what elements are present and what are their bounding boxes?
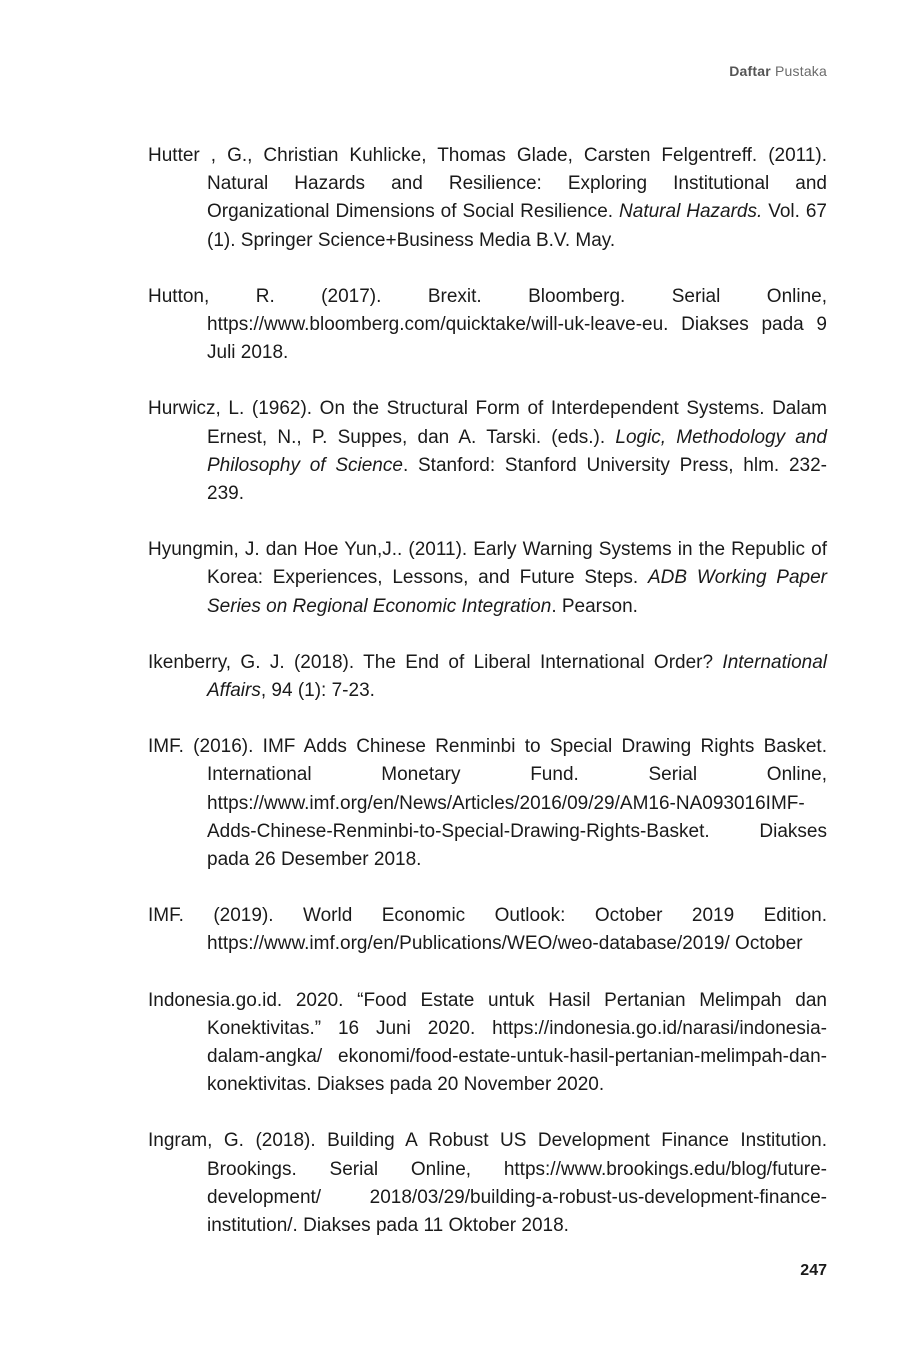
reference-text: Hutton, R. (2017). Brexit. Bloomberg. Serial Online, https://www.bloomberg.com/quicktake/will-uk-leave-eu. Diakses pada 9 Juli 2018. [148, 285, 827, 364]
reference-entry [148, 142, 827, 255]
running-header [729, 63, 827, 79]
reference-text-end: . Pearson. [551, 595, 638, 617]
reference-entry [148, 283, 827, 368]
page-number: 247 [800, 1262, 827, 1279]
reference-text: Ingram, G. (2018). Building A Robust US Development Finance Institution. Brookings. Serial Online, https://www.brookings.edu/blog/future-development/ 2018/03/29/building-a-robust-us-development-finance-institution/. Diakses pada 11 Oktober 2018. [148, 1130, 827, 1237]
reference-text-end: . Stanford: Stanford University Press, hlm. 232-239. [207, 454, 827, 505]
reference-italic: Natural Hazards. [619, 201, 763, 223]
reference-entry [148, 395, 827, 508]
reference-entry [148, 987, 827, 1100]
reference-text: Hurwicz, L. (1962). On the Structural Form of Interdependent Systems. Dalam Ernest, N., P. Suppes, dan A. Tarski. (eds.). [148, 398, 827, 448]
reference-text: Hyungmin, J. dan Hoe Yun,J.. (2011). Early Warning Systems in the Republic of Korea: Experiences, Lessons, and Future Steps. [148, 539, 827, 589]
reference-italic: ADB Working Paper Series on Regional Economic Integration [207, 567, 827, 617]
reference-text-end: Vol. 67 (1). Springer Science+Business Media B.V. May. [207, 201, 827, 251]
reference-entry [148, 733, 827, 874]
reference-entry [148, 649, 827, 705]
reference-entry [148, 902, 827, 958]
reference-text: Ikenberry, G. J. (2018). The End of Liberal International Order? [148, 651, 723, 673]
reference-text: Hutter , G., Christian Kuhlicke, Thomas Glade, Carsten Felgentreff. (2011). Natural Hazards and Resilience: Exploring Institutional and Organizational Dimensions of Social Resilience. [148, 145, 827, 223]
reference-text: Indonesia.go.id. 2020. “Food Estate untuk Hasil Pertanian Melimpah dan Konektivitas.” 16 Juni 2020. https://indonesia.go.id/narasi/indonesia-dalam-angka/ ekonomi/food-estate-untuk-hasil-pertanian-melimpah-dan-konektivitas. Diakses pada 20 November 2020. [148, 989, 827, 1096]
reference-entry [148, 1127, 827, 1240]
reference-italic: International Affairs [207, 651, 827, 702]
reference-entry [148, 536, 827, 621]
reference-text-end: , 94 (1): 7-23. [260, 680, 375, 702]
reference-italic: Logic, Methodology and Philosophy of Science [207, 426, 827, 476]
reference-text: IMF. (2016). IMF Adds Chinese Renminbi to Special Drawing Rights Basket. International Monetary Fund. Serial Online, https://www.imf.org/en/News/Articles/2016/09/29/AM16-NA093016IMF-Adds-Chinese-Renminbi-to-Special-Drawing-Rights-Basket. Diakses pada 26 Desember 2018. [148, 736, 827, 871]
running-header-rest: Pustaka [775, 63, 827, 79]
running-header-bold: Daftar [729, 63, 771, 79]
reference-list [148, 142, 827, 1268]
reference-text: IMF. (2019). World Economic Outlook: October 2019 Edition. https://www.imf.org/en/Publications/WEO/weo-database/2019/ October [148, 905, 827, 955]
